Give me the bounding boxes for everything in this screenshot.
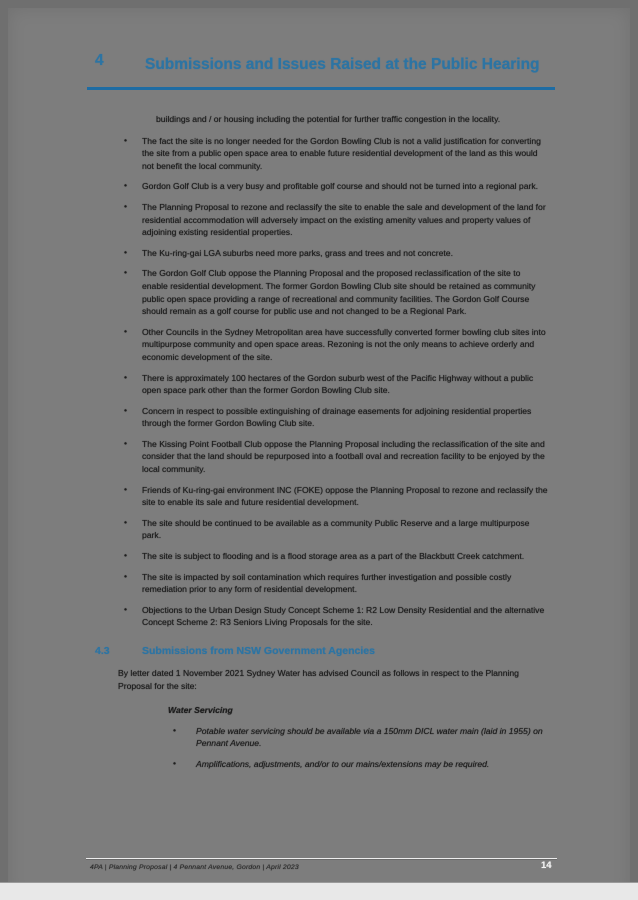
list-item	[117, 372, 548, 397]
list-item	[117, 484, 548, 509]
intro-paragraph: buildings and / or housing including the potential for further traffic congestion in the locality.	[156, 114, 501, 124]
bullet-list	[85, 135, 558, 629]
list-item	[117, 517, 548, 542]
bullet-text: The site is subject to flooding and is a flood storage area as a part of the Blackbutt Creek catchment.	[142, 551, 525, 562]
list-item	[117, 326, 548, 364]
subsection-heading	[85, 645, 558, 658]
section-number: 4	[95, 52, 104, 69]
list-item	[117, 571, 548, 596]
list-item	[117, 438, 548, 476]
list-item	[117, 201, 548, 239]
footer-rule	[86, 858, 557, 859]
bullet-text: Concern in respect to possible extinguishing of drainage easements for adjoining residential properties through the former Gordon Bowling Club site.	[142, 405, 532, 429]
quote-heading: Water Servicing	[168, 705, 233, 716]
bullet-text: The site should be continued to be available as a community Public Reserve and a large multipurpose park.	[142, 517, 530, 541]
page-title: Submissions and Issues Raised at the Public Hearing	[145, 56, 540, 73]
bullet-text: Gordon Golf Club is a very busy and profitable golf course and should not be turned into a regional park.	[142, 181, 539, 192]
list-item	[117, 550, 548, 563]
quote-bullet-text: Amplifications, adjustments, and/or to our mains/extensions may be required.	[196, 758, 490, 769]
bullet-text: The site is impacted by soil contamination which requires further investigation and possible costly remediation prior to any form of residential development.	[142, 571, 512, 595]
bullet-text: The Ku-ring-gai LGA suburbs need more parks, grass and trees and not concrete.	[142, 247, 453, 258]
page-number: 14	[541, 860, 552, 871]
quote-bullet-text: Potable water servicing should be available via a 150mm DICL water main (laid in 1955) on Pennant Avenue.	[196, 725, 543, 749]
list-item	[117, 135, 548, 173]
list-item	[117, 180, 548, 193]
body-paragraph: By letter dated 1 November 2021 Sydney Water has advised Council as follows in respect to the Planning Proposal for the site:	[118, 668, 519, 691]
bullet-text: The Planning Proposal to rezone and reclassify the site to enable the sale and development of the land for residential accommodation will adversely impact on the existing amenity values and property values of adjoining existing residential properties.	[142, 201, 546, 238]
bottom-margin-strip	[0, 882, 638, 900]
heading-rule	[87, 87, 555, 90]
agency-quote-block	[168, 704, 558, 770]
quote-list-item	[173, 725, 548, 750]
bullet-text: There is approximately 100 hectares of the Gordon suburb west of the Pacific Highway without a public open space park other than the former Gordon Bowling Club site.	[142, 372, 534, 396]
list-item	[117, 247, 548, 260]
subsection-title: Submissions from NSW Government Agencies	[142, 645, 375, 657]
bullet-text: Objections to the Urban Design Study Concept Scheme 1: R2 Low Density Residential and the alternative Concept Scheme 2: R3 Seniors Living Proposals for the site.	[142, 604, 545, 628]
bullet-text: Other Councils in the Sydney Metropolitan area have successfully converted former bowling club sites into multipurpose community and open space areas. Rezoning is not the only means to achieve orderly and economic development of the site.	[142, 326, 546, 362]
list-item	[117, 604, 548, 629]
list-item	[117, 405, 548, 430]
bullet-text: The Gordon Golf Club oppose the Planning Proposal and the proposed reclassification of the site to enable residential development. The former Gordon Bowling Club site should be retained as community public open space providing a range of recreational and community facilities. The Gordon Golf Course should remain as a golf course for public use and not changed to be a Regional Park.	[142, 268, 536, 317]
bullet-text: The fact the site is no longer needed for the Gordon Bowling Club is not a valid justification for converting the site from a public open space area to enable future residential development of the land as this would not benefit the local community.	[142, 135, 541, 171]
bullet-text: The Kissing Point Football Club oppose the Planning Proposal including the reclassification of the site and consider that the land should be repurposed into a football oval and recreation facility to be enjoyed by the local community.	[142, 438, 545, 475]
page-content	[85, 52, 558, 771]
footer-text: 4PA | Planning Proposal | 4 Pennant Avenue, Gordon | April 2023	[90, 864, 299, 871]
bullet-text: Friends of Ku-ring-gai environment INC (FOKE) oppose the Planning Proposal to rezone and reclassify the site to enable its sale and future residential development.	[142, 484, 548, 508]
quote-list-item	[173, 758, 548, 771]
list-item	[117, 267, 548, 317]
subsection-number: 4.3	[95, 645, 110, 657]
section-heading	[85, 52, 558, 74]
